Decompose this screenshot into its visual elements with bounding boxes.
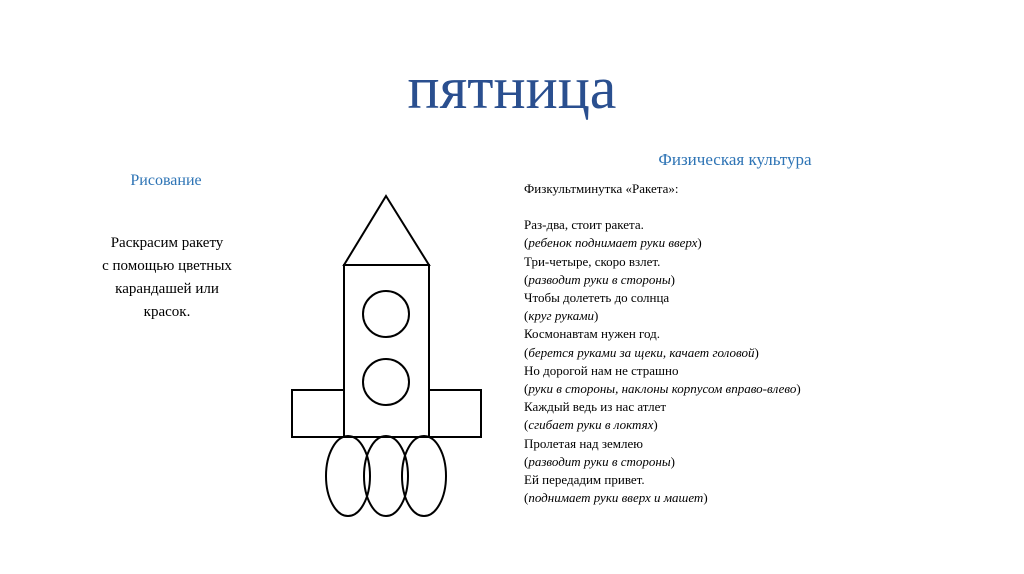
- poem-action-text: поднимает руки вверх и машет: [528, 490, 704, 506]
- poem-action-text: разводит руки в стороны: [528, 271, 671, 287]
- drawing-instructions: [72, 232, 262, 324]
- drawing-heading: Рисование: [130, 172, 202, 189]
- poem-action-text: разводит руки в стороны: [528, 453, 671, 469]
- poem-verse: Три-четыре, скоро взлет.: [524, 253, 661, 269]
- pe-heading: Физическая культура: [658, 150, 812, 169]
- poem-action: (берется руками за щеки, качает головой): [524, 344, 759, 360]
- poem-action-text: руки в стороны, наклоны корпусом вправо-влево: [528, 381, 797, 397]
- drawing-line: карандашей или: [115, 281, 219, 297]
- poem-action-text: сгибает руки в локтях: [528, 417, 654, 433]
- poem-action: (сгибает руки в локтях): [524, 417, 658, 433]
- poem-action: (руки в стороны, наклоны корпусом вправо-влево): [524, 381, 801, 397]
- poem-spacer: [524, 198, 884, 216]
- poem-action: (круг руками): [524, 308, 599, 324]
- rocket-wing-left: [292, 390, 344, 437]
- page-title: пятница: [407, 55, 617, 121]
- rocket-nose: [344, 196, 429, 265]
- poem-intro: Физкультминутка «Ракета»:: [524, 181, 679, 196]
- poem-verse: Чтобы долететь до солнца: [524, 290, 670, 306]
- rocket-window-bottom: [363, 359, 409, 405]
- poem-action-text: берется руками за щеки, качает головой: [528, 344, 755, 360]
- poem-verse: Каждый ведь из нас атлет: [524, 399, 667, 415]
- poem-action: (ребенок поднимает руки вверх): [524, 235, 702, 251]
- poem-action: (разводит руки в стороны): [524, 453, 676, 469]
- poem-verse: Ей передадим привет.: [524, 472, 645, 488]
- rocket-wing-right: [429, 390, 481, 437]
- poem-action-text: ребенок поднимает руки вверх: [528, 235, 698, 251]
- drawing-line: красок.: [143, 304, 191, 320]
- rocket-window-top: [363, 291, 409, 337]
- poem-action: (поднимает руки вверх и машет): [524, 490, 708, 506]
- rocket-exercise-poem: [524, 180, 884, 507]
- poem-verse: Раз-два, стоит ракета.: [524, 217, 644, 233]
- poem-verse: Космонавтам нужен год.: [524, 326, 661, 342]
- drawing-line: с помощью цветных: [102, 258, 232, 274]
- poem-action-text: круг руками: [528, 308, 594, 324]
- poem-verse: Но дорогой нам не страшно: [524, 362, 679, 378]
- drawing-line: Раскрасим ракету: [110, 235, 224, 251]
- rocket-illustration: [288, 194, 488, 524]
- poem-action: (разводит руки в стороны): [524, 271, 676, 287]
- poem-verse: Пролетая над землею: [524, 435, 644, 451]
